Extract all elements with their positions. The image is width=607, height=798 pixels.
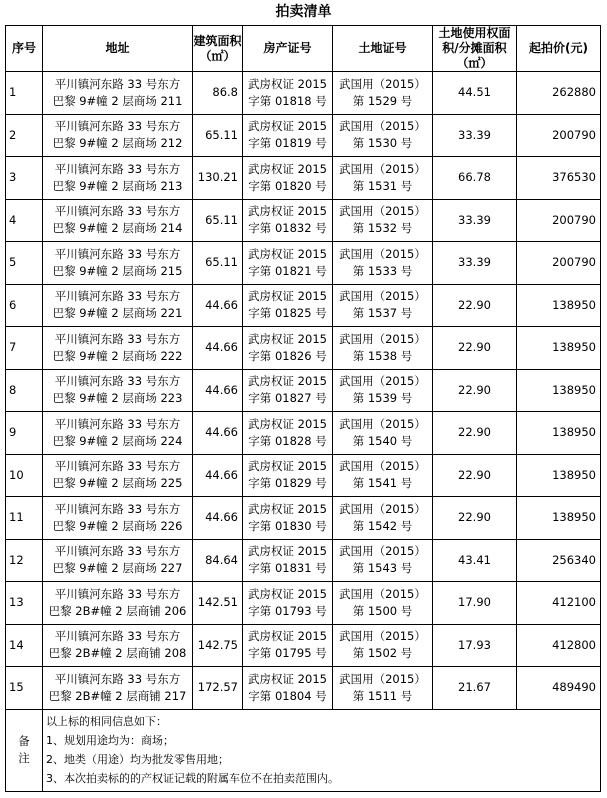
notes-line-2: 2、地类（用途）均为批发零售用地；	[46, 753, 229, 766]
cell-property-cert-text: 武房权证 2015	[248, 331, 327, 346]
header-no: 序号	[6, 26, 43, 72]
cell-address-text: 平川镇河东路 33 号东方	[54, 629, 181, 644]
cell-property-cert-text: 武房权证 2015	[248, 416, 327, 431]
cell-no	[6, 369, 43, 412]
notes-line-1: 1、规划用途均为：商场；	[46, 734, 174, 747]
header-property-cert: 房产证号	[243, 26, 333, 72]
cell-land-area-text: 44.51	[458, 85, 491, 100]
table-row	[6, 284, 601, 327]
cell-land-area	[433, 369, 517, 412]
cell-land-area	[433, 72, 517, 115]
cell-no	[6, 157, 43, 200]
cell-start-price	[517, 199, 601, 242]
notes-label	[6, 709, 43, 791]
cell-area-text: 65.11	[205, 255, 238, 270]
cell-area-text: 65.11	[205, 127, 238, 142]
cell-address-text: 平川镇河东路 33 号东方	[54, 119, 181, 134]
cell-area-text: 44.66	[205, 297, 238, 312]
cell-no	[6, 199, 43, 242]
cell-start-price-text: 412800	[552, 637, 596, 652]
cell-area	[193, 667, 243, 710]
table-row	[6, 454, 601, 497]
cell-address-text: 巴黎 9#幢 2 层商场 225	[52, 476, 183, 491]
cell-address	[43, 327, 193, 370]
cell-land-cert-text: 武国用（2015）	[339, 459, 426, 474]
notes-line-3: 3、本次拍卖标的的产权证记载的附属车位不在拍卖范围内。	[46, 772, 339, 785]
cell-address-text: 巴黎 2B#幢 2 层商铺 217	[48, 688, 187, 703]
page-title: 拍卖清单	[275, 4, 332, 20]
cell-land-cert-text: 武国用（2015）	[339, 76, 426, 91]
cell-start-price	[517, 497, 601, 540]
cell-property-cert-text: 武房权证 2015	[248, 671, 327, 686]
cell-area	[193, 369, 243, 412]
table-row	[6, 539, 601, 582]
cell-property-cert-text: 字第 01826 号	[248, 348, 327, 363]
cell-land-area	[433, 454, 517, 497]
cell-land-area-text: 33.39	[458, 255, 491, 270]
cell-area	[193, 242, 243, 285]
cell-property-cert-text: 字第 01793 号	[248, 603, 327, 618]
cell-property-cert-text: 字第 01795 号	[248, 646, 327, 661]
cell-land-cert-text: 第 1541 号	[352, 476, 413, 491]
cell-start-price	[517, 412, 601, 455]
cell-no-text: 2	[9, 127, 17, 142]
cell-land-cert-text: 第 1537 号	[352, 306, 413, 321]
cell-land-cert	[333, 327, 433, 370]
cell-start-price-text: 262880	[552, 85, 596, 100]
cell-no-text: 12	[9, 552, 24, 567]
cell-area-text: 44.66	[205, 382, 238, 397]
cell-area	[193, 157, 243, 200]
cell-land-cert-text: 第 1531 号	[352, 178, 413, 193]
cell-address-text: 巴黎 9#幢 2 层商场 213	[52, 178, 183, 193]
cell-no-text: 1	[9, 85, 17, 100]
cell-land-area-text: 17.90	[458, 595, 491, 610]
cell-property-cert-text: 字第 01821 号	[248, 263, 327, 278]
cell-area-text: 44.66	[205, 510, 238, 525]
cell-address-text: 巴黎 9#幢 2 层商场 222	[52, 348, 183, 363]
cell-land-area-text: 66.78	[458, 170, 491, 185]
cell-no-text: 9	[9, 425, 17, 440]
cell-address	[43, 199, 193, 242]
cell-land-cert-text: 武国用（2015）	[339, 586, 426, 601]
cell-land-cert-text: 第 1543 号	[352, 561, 413, 576]
cell-no-text: 8	[9, 382, 17, 397]
cell-property-cert-text: 武房权证 2015	[248, 76, 327, 91]
cell-no	[6, 114, 43, 157]
table-row	[6, 327, 601, 370]
cell-property-cert	[243, 582, 333, 625]
cell-address-text: 巴黎 2B#幢 2 层商铺 208	[48, 646, 187, 661]
cell-property-cert-text: 武房权证 2015	[248, 246, 327, 261]
cell-land-area-text: 22.90	[458, 297, 491, 312]
cell-land-area-text: 22.90	[458, 340, 491, 355]
cell-address	[43, 284, 193, 327]
cell-property-cert-text: 武房权证 2015	[248, 544, 327, 559]
cell-start-price	[517, 582, 601, 625]
cell-address-text: 平川镇河东路 33 号东方	[54, 416, 181, 431]
cell-area-text: 44.66	[205, 467, 238, 482]
cell-no-text: 13	[9, 595, 24, 610]
cell-property-cert-text: 武房权证 2015	[248, 501, 327, 516]
cell-property-cert-text: 武房权证 2015	[248, 289, 327, 304]
cell-area-text: 44.66	[205, 425, 238, 440]
cell-start-price-text: 138950	[552, 510, 596, 525]
cell-address-text: 平川镇河东路 33 号东方	[54, 544, 181, 559]
cell-property-cert	[243, 114, 333, 157]
cell-land-cert	[333, 284, 433, 327]
cell-start-price	[517, 624, 601, 667]
cell-area	[193, 114, 243, 157]
cell-address-text: 巴黎 9#幢 2 层商场 211	[52, 93, 183, 108]
cell-address-text: 巴黎 9#幢 2 层商场 223	[52, 391, 183, 406]
cell-address-text: 平川镇河东路 33 号东方	[54, 671, 181, 686]
cell-property-cert	[243, 327, 333, 370]
cell-address	[43, 114, 193, 157]
cell-address-text: 巴黎 9#幢 2 层商场 221	[52, 306, 183, 321]
cell-area-text: 86.8	[212, 85, 238, 100]
header-area: 建筑面积（㎡）	[193, 26, 243, 72]
cell-address	[43, 412, 193, 455]
cell-land-cert-text: 第 1533 号	[352, 263, 413, 278]
cell-property-cert	[243, 242, 333, 285]
cell-land-cert-text: 第 1529 号	[352, 93, 413, 108]
cell-no	[6, 327, 43, 370]
cell-start-price	[517, 157, 601, 200]
table-row	[6, 624, 601, 667]
cell-start-price-text: 200790	[552, 212, 596, 227]
cell-start-price-text: 200790	[552, 255, 596, 270]
cell-property-cert	[243, 624, 333, 667]
cell-no-text: 6	[9, 297, 17, 312]
cell-land-cert-text: 武国用（2015）	[339, 544, 426, 559]
cell-no	[6, 412, 43, 455]
cell-land-cert	[333, 72, 433, 115]
cell-area-text: 44.66	[205, 340, 238, 355]
cell-area	[193, 454, 243, 497]
cell-land-area	[433, 667, 517, 710]
table-row	[6, 582, 601, 625]
cell-land-cert	[333, 199, 433, 242]
cell-land-cert	[333, 667, 433, 710]
cell-land-cert-text: 第 1532 号	[352, 221, 413, 236]
cell-land-cert-text: 武国用（2015）	[339, 501, 426, 516]
cell-no	[6, 284, 43, 327]
cell-property-cert	[243, 284, 333, 327]
cell-land-area-text: 22.90	[458, 382, 491, 397]
notes-label-1: 备	[18, 734, 30, 748]
cell-land-area-text: 21.67	[458, 680, 491, 695]
cell-property-cert-text: 字第 01827 号	[248, 391, 327, 406]
cell-start-price-text: 138950	[552, 340, 596, 355]
cell-land-cert-text: 武国用（2015）	[339, 331, 426, 346]
cell-area-text: 84.64	[205, 552, 238, 567]
cell-address-text: 平川镇河东路 33 号东方	[54, 246, 181, 261]
cell-address	[43, 539, 193, 582]
cell-area-text: 172.57	[197, 680, 238, 695]
cell-address-text: 巴黎 2B#幢 2 层商铺 206	[48, 603, 187, 618]
cell-property-cert-text: 武房权证 2015	[248, 459, 327, 474]
cell-property-cert	[243, 199, 333, 242]
cell-area	[193, 539, 243, 582]
cell-no-text: 14	[9, 637, 24, 652]
cell-land-cert	[333, 624, 433, 667]
table-row	[6, 497, 601, 540]
cell-property-cert	[243, 412, 333, 455]
cell-address-text: 巴黎 9#幢 2 层商场 224	[52, 433, 183, 448]
cell-address-text: 平川镇河东路 33 号东方	[54, 586, 181, 601]
cell-property-cert-text: 字第 01819 号	[248, 136, 327, 151]
cell-land-cert-text: 武国用（2015）	[339, 204, 426, 219]
cell-land-cert-text: 武国用（2015）	[339, 629, 426, 644]
cell-land-cert-text: 武国用（2015）	[339, 246, 426, 261]
cell-land-cert-text: 第 1538 号	[352, 348, 413, 363]
cell-land-cert	[333, 114, 433, 157]
cell-start-price	[517, 539, 601, 582]
cell-start-price	[517, 114, 601, 157]
cell-land-cert	[333, 412, 433, 455]
cell-land-cert-text: 武国用（2015）	[339, 289, 426, 304]
cell-land-area	[433, 114, 517, 157]
header-start-price: 起拍价(元)	[517, 26, 601, 72]
cell-no	[6, 497, 43, 540]
cell-address-text: 巴黎 9#幢 2 层商场 227	[52, 561, 183, 576]
cell-land-cert-text: 第 1530 号	[352, 136, 413, 151]
cell-address-text: 平川镇河东路 33 号东方	[54, 204, 181, 219]
cell-land-cert	[333, 582, 433, 625]
cell-no-text: 3	[9, 170, 17, 185]
cell-land-area-text: 33.39	[458, 212, 491, 227]
cell-land-area	[433, 327, 517, 370]
cell-address	[43, 369, 193, 412]
cell-property-cert-text: 字第 01830 号	[248, 518, 327, 533]
cell-start-price	[517, 369, 601, 412]
cell-area	[193, 284, 243, 327]
cell-land-cert-text: 第 1502 号	[352, 646, 413, 661]
cell-land-cert	[333, 497, 433, 540]
cell-no-text: 5	[9, 255, 17, 270]
cell-start-price-text: 138950	[552, 297, 596, 312]
cell-start-price	[517, 242, 601, 285]
cell-address-text: 巴黎 9#幢 2 层商场 214	[52, 221, 183, 236]
table-row	[6, 242, 601, 285]
cell-land-area-text: 17.93	[458, 637, 491, 652]
cell-property-cert	[243, 369, 333, 412]
header-address: 地址	[43, 26, 193, 72]
cell-area	[193, 582, 243, 625]
cell-land-cert-text: 武国用（2015）	[339, 119, 426, 134]
cell-area	[193, 497, 243, 540]
cell-start-price	[517, 284, 601, 327]
cell-land-cert-text: 武国用（2015）	[339, 671, 426, 686]
cell-land-cert	[333, 242, 433, 285]
cell-property-cert	[243, 157, 333, 200]
cell-start-price-text: 138950	[552, 425, 596, 440]
cell-start-price-text: 256340	[552, 552, 596, 567]
cell-no	[6, 242, 43, 285]
cell-property-cert	[243, 667, 333, 710]
cell-land-area	[433, 242, 517, 285]
cell-address-text: 平川镇河东路 33 号东方	[54, 374, 181, 389]
cell-address	[43, 497, 193, 540]
cell-area-text: 142.75	[197, 637, 238, 652]
cell-address	[43, 454, 193, 497]
cell-land-cert-text: 第 1511 号	[352, 688, 413, 703]
cell-land-cert	[333, 369, 433, 412]
cell-area	[193, 72, 243, 115]
cell-property-cert-text: 字第 01804 号	[248, 688, 327, 703]
notes-intro: 以上标的相同信息如下：	[46, 715, 167, 728]
cell-land-cert-text: 武国用（2015）	[339, 416, 426, 431]
cell-start-price	[517, 454, 601, 497]
cell-land-area	[433, 497, 517, 540]
cell-property-cert-text: 字第 01820 号	[248, 178, 327, 193]
cell-property-cert-text: 字第 01828 号	[248, 433, 327, 448]
cell-no-text: 4	[9, 212, 17, 227]
notes-row	[6, 709, 601, 791]
cell-area-text: 130.21	[197, 170, 238, 185]
cell-property-cert-text: 字第 01832 号	[248, 221, 327, 236]
table-row	[6, 667, 601, 710]
cell-land-area	[433, 284, 517, 327]
cell-no-text: 15	[9, 680, 24, 695]
cell-address	[43, 242, 193, 285]
notes-label-2: 注	[18, 751, 30, 765]
table-row	[6, 199, 601, 242]
cell-land-area-text: 22.90	[458, 467, 491, 482]
cell-start-price	[517, 667, 601, 710]
table-row	[6, 412, 601, 455]
cell-property-cert-text: 武房权证 2015	[248, 586, 327, 601]
cell-area	[193, 624, 243, 667]
cell-land-area-text: 33.39	[458, 127, 491, 142]
cell-no	[6, 72, 43, 115]
cell-start-price-text: 376530	[552, 170, 596, 185]
cell-property-cert-text: 武房权证 2015	[248, 161, 327, 176]
cell-address-text: 平川镇河东路 33 号东方	[54, 161, 181, 176]
cell-address-text: 平川镇河东路 33 号东方	[54, 501, 181, 516]
cell-land-cert	[333, 454, 433, 497]
cell-land-area	[433, 539, 517, 582]
cell-land-cert	[333, 539, 433, 582]
auction-table	[5, 25, 601, 792]
cell-start-price-text: 138950	[552, 467, 596, 482]
cell-address-text: 巴黎 9#幢 2 层商场 212	[52, 136, 183, 151]
cell-land-cert-text: 第 1539 号	[352, 391, 413, 406]
header-row	[6, 26, 601, 72]
cell-property-cert	[243, 497, 333, 540]
cell-property-cert	[243, 72, 333, 115]
cell-property-cert-text: 字第 01829 号	[248, 476, 327, 491]
cell-land-area-text: 22.90	[458, 425, 491, 440]
cell-start-price-text: 489490	[552, 680, 596, 695]
cell-property-cert-text: 字第 01818 号	[248, 93, 327, 108]
header-land-area: 土地使用权面积/分摊面积（㎡）	[433, 26, 517, 72]
cell-land-area-text: 22.90	[458, 510, 491, 525]
cell-address	[43, 72, 193, 115]
cell-start-price-text: 412100	[552, 595, 596, 610]
cell-address-text: 平川镇河东路 33 号东方	[54, 459, 181, 474]
cell-land-cert	[333, 157, 433, 200]
cell-address	[43, 624, 193, 667]
cell-land-cert-text: 武国用（2015）	[339, 374, 426, 389]
cell-land-area	[433, 582, 517, 625]
cell-no-text: 11	[9, 510, 24, 525]
cell-address	[43, 157, 193, 200]
cell-area-text: 142.51	[197, 595, 238, 610]
cell-no	[6, 582, 43, 625]
cell-property-cert-text: 武房权证 2015	[248, 204, 327, 219]
cell-start-price-text: 138950	[552, 382, 596, 397]
table-row	[6, 72, 601, 115]
cell-address-text: 巴黎 9#幢 2 层商场 215	[52, 263, 183, 278]
cell-land-area	[433, 157, 517, 200]
cell-no-text: 7	[9, 340, 17, 355]
cell-land-area-text: 43.41	[458, 552, 491, 567]
cell-address-text: 平川镇河东路 33 号东方	[54, 289, 181, 304]
cell-land-area	[433, 624, 517, 667]
cell-land-cert-text: 第 1542 号	[352, 518, 413, 533]
cell-property-cert	[243, 539, 333, 582]
cell-no-text: 10	[9, 467, 24, 482]
cell-start-price	[517, 327, 601, 370]
table-row	[6, 114, 601, 157]
notes-content	[43, 709, 601, 791]
cell-start-price	[517, 72, 601, 115]
cell-property-cert-text: 武房权证 2015	[248, 629, 327, 644]
cell-land-cert-text: 第 1540 号	[352, 433, 413, 448]
table-row	[6, 369, 601, 412]
cell-address	[43, 667, 193, 710]
cell-property-cert-text: 字第 01825 号	[248, 306, 327, 321]
cell-address-text: 巴黎 9#幢 2 层商场 226	[52, 518, 183, 533]
cell-no	[6, 539, 43, 582]
cell-area-text: 65.11	[205, 212, 238, 227]
cell-no	[6, 667, 43, 710]
cell-address	[43, 582, 193, 625]
cell-address-text: 平川镇河东路 33 号东方	[54, 331, 181, 346]
cell-property-cert-text: 武房权证 2015	[248, 119, 327, 134]
cell-area	[193, 199, 243, 242]
cell-land-cert-text: 武国用（2015）	[339, 161, 426, 176]
cell-land-cert-text: 第 1500 号	[352, 603, 413, 618]
cell-start-price-text: 200790	[552, 127, 596, 142]
header-land-cert: 土地证号	[333, 26, 433, 72]
cell-property-cert-text: 字第 01831 号	[248, 561, 327, 576]
cell-area	[193, 412, 243, 455]
cell-area	[193, 327, 243, 370]
cell-address-text: 平川镇河东路 33 号东方	[54, 76, 181, 91]
cell-no	[6, 624, 43, 667]
cell-property-cert	[243, 454, 333, 497]
cell-land-area	[433, 199, 517, 242]
cell-land-area	[433, 412, 517, 455]
cell-no	[6, 454, 43, 497]
cell-property-cert-text: 武房权证 2015	[248, 374, 327, 389]
table-row	[6, 157, 601, 200]
